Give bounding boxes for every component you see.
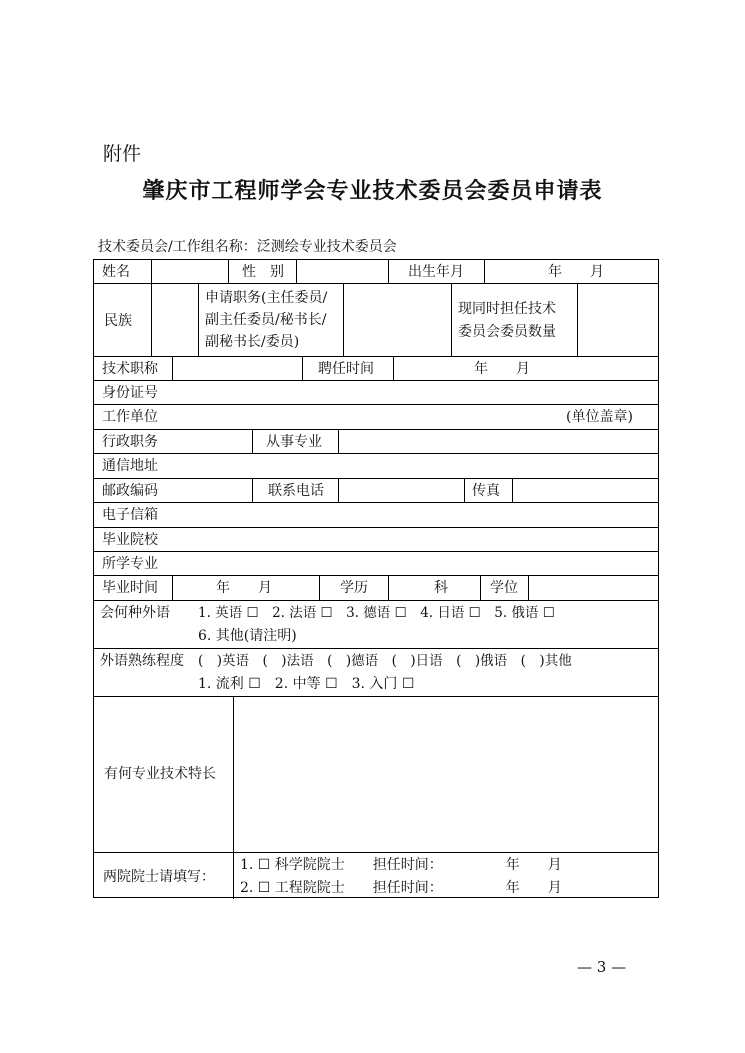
col-divider <box>151 260 152 283</box>
languages-label: 会何种外语 <box>100 605 170 621</box>
postcode-label: 邮政编码 <box>102 483 158 499</box>
col-divider <box>480 575 481 600</box>
degree-label: 学位 <box>490 580 518 596</box>
languages-other: 6. 其他(请注明) <box>198 628 297 644</box>
col-divider <box>296 260 297 283</box>
hire-time-value: 年 月 <box>474 361 530 377</box>
col-divider <box>343 283 344 356</box>
col-divider <box>464 478 465 502</box>
row-divider <box>94 575 658 576</box>
row-divider <box>94 696 658 697</box>
row-divider <box>94 600 658 601</box>
birth-value: 年 月 <box>548 264 604 280</box>
gender-label: 性 别 <box>242 264 284 280</box>
col-divider <box>172 575 173 600</box>
concurrent-count-line-2: 委员会委员数量 <box>458 324 556 340</box>
ethnicity-label: 民族 <box>104 313 132 329</box>
col-divider <box>151 283 152 356</box>
col-divider <box>172 356 173 380</box>
row-divider <box>94 404 658 405</box>
col-divider <box>451 283 452 356</box>
row-divider <box>94 356 658 357</box>
row-divider <box>94 453 658 454</box>
col-divider <box>338 478 339 502</box>
school-label: 毕业院校 <box>102 532 158 548</box>
id-label: 身份证号 <box>102 385 158 401</box>
col-divider <box>393 356 394 380</box>
row-divider <box>94 527 658 528</box>
col-divider <box>252 478 253 502</box>
position-applied-line-3: 副秘书长/委员) <box>205 334 300 350</box>
attachment-label: 附件 <box>103 143 142 165</box>
row-divider <box>94 478 658 479</box>
admin-post-label: 行政职务 <box>102 434 158 450</box>
specialty-label: 从事专业 <box>266 434 322 450</box>
col-divider <box>228 260 229 283</box>
col-divider <box>233 696 234 852</box>
col-divider <box>484 260 485 283</box>
position-applied-line-2: 副主任委员/秘书长/ <box>205 312 327 328</box>
col-divider <box>512 478 513 502</box>
form-title: 肇庆市工程师学会专业技术委员会委员申请表 <box>142 178 603 204</box>
tech-title-label: 技术职称 <box>102 361 158 377</box>
grad-time-label: 毕业时间 <box>102 580 158 596</box>
email-label: 电子信箱 <box>102 507 158 523</box>
col-divider <box>198 283 199 356</box>
grad-time-value: 年 月 <box>216 580 272 596</box>
proficiency-label: 外语熟练程度 <box>100 653 184 669</box>
row-divider <box>94 648 658 649</box>
academician-engineering: 2. ☐ 工程院院士 担任时间： 年 月 <box>240 880 562 896</box>
position-applied-line-1: 申请职务(主任委员/ <box>205 290 328 306</box>
col-divider <box>528 575 529 600</box>
education-value: 科 <box>434 580 448 596</box>
proficiency-languages: ( )英语 ( )法语 ( )德语 ( )日语 ( )俄语 ( )其他 <box>198 653 572 669</box>
col-divider <box>252 429 253 453</box>
education-label: 学历 <box>340 580 368 596</box>
phone-label: 联系电话 <box>268 483 324 499</box>
row-divider <box>94 380 658 381</box>
row-divider <box>94 852 658 853</box>
col-divider <box>302 356 303 380</box>
col-divider <box>319 575 320 600</box>
languages-options: 1. 英语 ☐ 2. 法语 ☐ 3. 德语 ☐ 4. 日语 ☐ 5. 俄语 ☐ <box>198 605 555 621</box>
work-unit-label: 工作单位 <box>102 409 158 425</box>
address-label: 通信地址 <box>102 458 158 474</box>
col-divider <box>388 575 389 600</box>
concurrent-count-line-1: 现同时担任技术 <box>458 301 556 317</box>
academician-science: 1. ☐ 科学院院士 担任时间： 年 月 <box>240 857 562 873</box>
row-divider <box>94 429 658 430</box>
unit-seal-note: (单位盖章) <box>566 409 633 425</box>
birth-label: 出生年月 <box>408 264 464 280</box>
expertise-label: 有何专业技术特长 <box>104 766 216 782</box>
name-label: 姓名 <box>102 264 130 280</box>
col-divider <box>388 260 389 283</box>
col-divider <box>338 429 339 453</box>
hire-time-label: 聘任时间 <box>318 361 374 377</box>
row-divider <box>94 551 658 552</box>
committee-name-line: 技术委员会/工作组名称：泛测绘专业技术委员会 <box>98 239 397 255</box>
application-form-table <box>93 259 659 898</box>
fax-label: 传真 <box>472 483 500 499</box>
academician-label: 两院院士请填写： <box>103 869 215 885</box>
col-divider <box>233 852 234 899</box>
row-divider <box>94 502 658 503</box>
major-label: 所学专业 <box>102 556 158 572</box>
row-divider <box>94 283 658 284</box>
proficiency-levels: 1. 流利 ☐ 2. 中等 ☐ 3. 入门 ☐ <box>198 676 415 692</box>
page-number: — 3 — <box>577 958 627 976</box>
col-divider <box>577 283 578 356</box>
